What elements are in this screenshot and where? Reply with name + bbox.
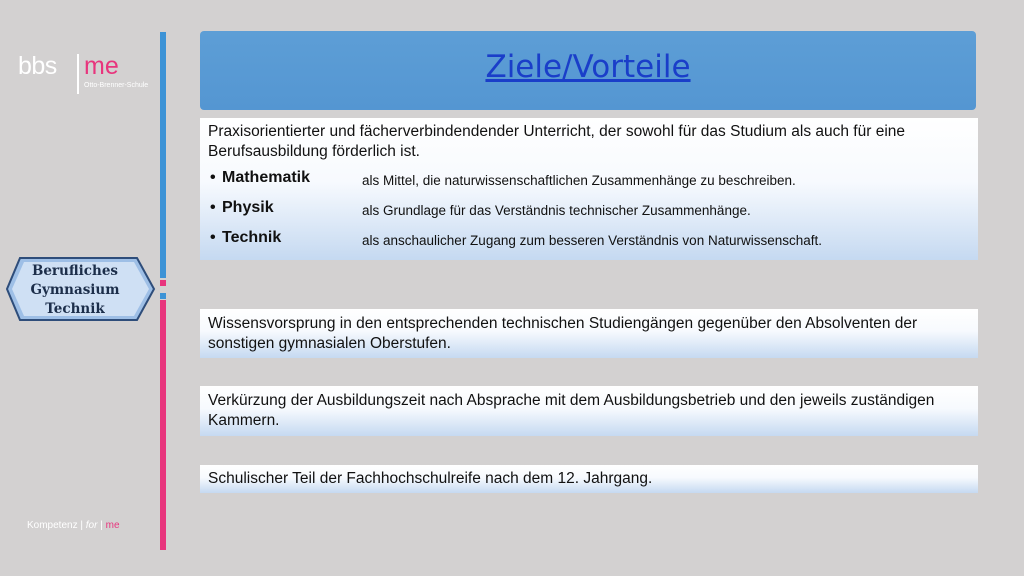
footer-tagline <box>27 520 120 531</box>
subject-term: Technik <box>222 229 282 246</box>
subject-description: als anschaulicher Zugang zum besseren Verständnis von Naturwissenschaft. <box>362 233 822 248</box>
subject-term: Mathematik <box>222 169 311 186</box>
section-label-line1: Berufliches <box>31 263 119 279</box>
bullet-icon: • <box>210 199 216 216</box>
subject-description: als Mittel, die naturwissenschaftlichen Zusammenhänge zu beschreiben. <box>362 173 796 188</box>
section-label <box>10 262 140 319</box>
section-label-line3: Technik <box>45 301 105 317</box>
section-label-line2: Gymnasium <box>30 282 120 298</box>
list-item <box>200 162 978 192</box>
bullet-icon: • <box>210 229 216 246</box>
list-item <box>200 192 978 222</box>
accent-bar-blue <box>160 32 166 278</box>
advantage-knowledge-box: Wissensvorsprung in den entsprechenden technischen Studiengängen gegenüber den Absolventen der sonstigen gymnasialen Oberstufen. <box>200 309 978 358</box>
list-item <box>200 222 978 252</box>
page-title: Ziele/Vorteile <box>485 49 691 85</box>
footer-part3: me <box>105 520 120 531</box>
footer-sep2: | <box>100 520 103 531</box>
intro-text: Praxisorientierter und fächerverbindendender Unterricht, der sowohl für das Studium als auch für eine Berufsausbildung förderlich ist. <box>208 123 906 160</box>
footer-part2: for <box>85 520 98 531</box>
advantage-training-box: Verkürzung der Ausbildungszeit nach Absprache mit dem Ausbildungsbetrieb und den jeweils zuständigen Kammern. <box>200 386 978 436</box>
logo-subtitle: Otto-Brenner-Schule <box>84 82 149 89</box>
advantage-certificate-box: Schulischer Teil der Fachhochschulreife nach dem 12. Jahrgang. <box>200 465 978 493</box>
accent-dot-blue <box>160 293 166 299</box>
advantages-box <box>200 118 978 260</box>
logo-separator <box>77 54 79 94</box>
footer-part1: Kompetenz <box>27 520 78 531</box>
logo-bbs-text: bbs <box>18 52 57 80</box>
footer-sep1: | <box>80 520 83 531</box>
title-banner <box>200 31 976 110</box>
accent-bar-pink <box>160 300 166 550</box>
accent-dot-pink <box>160 280 166 286</box>
subject-description: als Grundlage für das Verständnis technischer Zusammenhänge. <box>362 203 751 218</box>
bullet-icon: • <box>210 169 216 186</box>
subject-term: Physik <box>222 199 274 216</box>
logo-me-text: me <box>84 52 119 80</box>
